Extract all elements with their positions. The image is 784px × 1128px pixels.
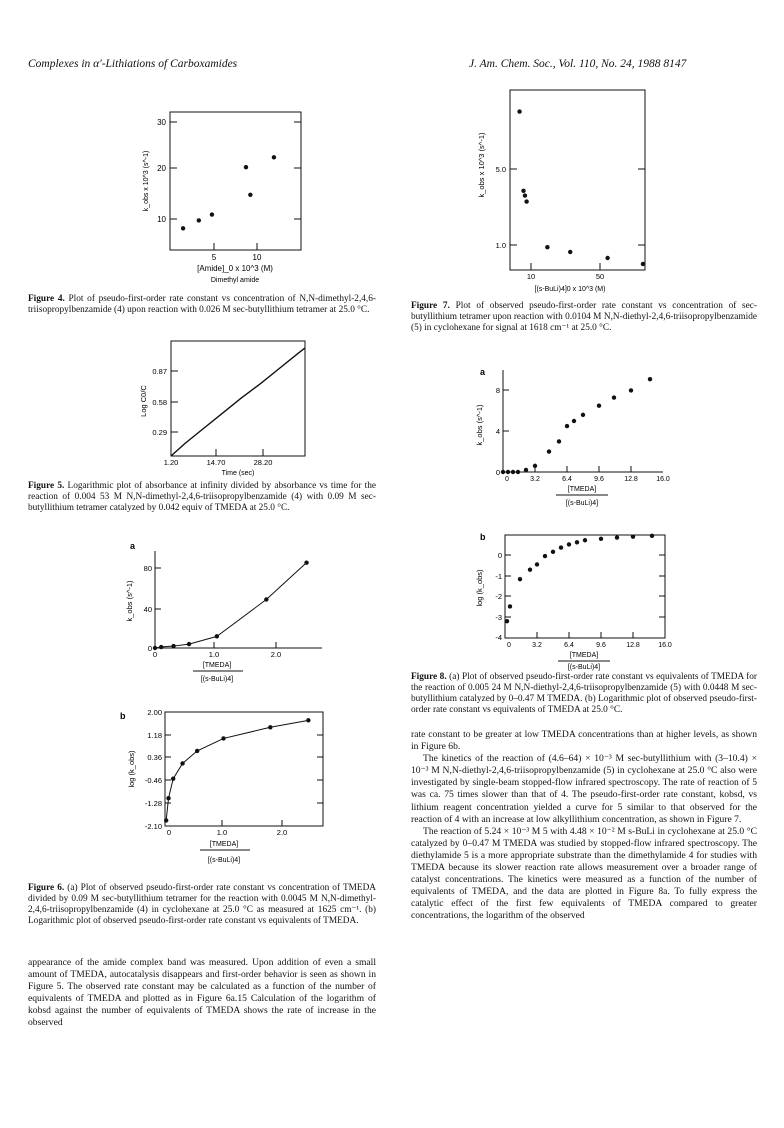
fig6a-xtick: 2.0 <box>270 650 282 659</box>
fig8a-ytick: 4 <box>495 427 500 436</box>
fig6a-data-point <box>215 634 219 638</box>
fig6b-data-point <box>166 796 170 800</box>
figure-6b-xlabel-den-wrap <box>110 851 340 867</box>
fig6b-data-point <box>180 761 184 765</box>
fig8a-xtick: 3.2 <box>530 476 540 483</box>
fig5-caption-text: Logarithmic plot of absorbance at infinity divided by absorbance vs time for the reaction of 0.004 53 M N,N-dimethyl-2,4,6-triisopropylbenzamide (4) with 0.09 M sec-butyllithium tetramer catalyzed by 0.042 equiv of TMEDA at 25.0 °C. <box>28 481 376 513</box>
fig6a-data-point <box>304 560 308 564</box>
fig7-data-point <box>545 245 549 249</box>
fig5-xtick: 14.70 <box>206 458 226 467</box>
body-paragraph: The reaction of 5.24 × 10⁻³ M 5 with 4.48 × 10⁻² M s-BuLi in cyclohexane at 25.0 °C catalyzed by 0–0.47 M TMEDA was studied by stopped-flow infrared spectroscopy. The diethylamide 5 is a more appropriate substrate than the dimethylamide 4 for studies with TMEDA because its slower reaction rate allows measurement over a broader range of catalyst concentrations. The kinetics were measured as a function of the number of equivalents of TMEDA, and the data are plotted in Figure 8a. To fully express the catalytic effect of the first few equivalents of TMEDA compared to greater concentrations, the logarithm of the observed <box>411 825 757 922</box>
fig8a-data-point <box>511 470 515 474</box>
fig6b-data-point <box>268 725 272 729</box>
fig6a-data-point <box>187 642 191 646</box>
fig4-ytick: 20 <box>157 164 166 173</box>
fig6a-data-point <box>171 644 175 648</box>
fig7-data-point <box>517 109 521 113</box>
fig6b-ytick: 1.18 <box>147 731 162 740</box>
fig5-xtick: 1.20 <box>163 458 179 467</box>
fig8b-panel-label: b <box>480 532 486 542</box>
fig8b-data-point <box>559 545 563 549</box>
fig4-data-point <box>248 193 252 197</box>
fig4-xtick: 10 <box>252 253 262 262</box>
fig6a-data-point <box>159 645 163 649</box>
fig5-ytick: 0.58 <box>152 398 167 407</box>
fig6b-data-point <box>221 736 225 740</box>
body-paragraph: rate constant to be greater at low TMEDA concentrations than at higher levels, as shown in Figure 6b. <box>411 729 757 753</box>
fig8a-data-point <box>506 470 510 474</box>
figure-7-caption <box>411 301 757 334</box>
fig4-ytick: 10 <box>157 215 166 224</box>
fig8b-xlabel-den: [(s-BuLi)4] <box>567 664 601 671</box>
fig6b-data-point <box>171 777 175 781</box>
fig6b-ytick: 2.00 <box>147 708 162 717</box>
fig8a-panel-label: a <box>480 367 486 377</box>
fig8a-data-point <box>572 419 576 423</box>
figure-5-caption <box>28 481 376 514</box>
fig6b-data-point <box>306 718 310 722</box>
fig8a-ylabel: k_obs (s^-1) <box>475 404 484 446</box>
fig6a-ytick: 80 <box>143 564 152 573</box>
fig8a-data-point <box>547 449 551 453</box>
fig8a-xtick: 12.8 <box>624 476 638 483</box>
figure-8-caption <box>411 672 757 716</box>
fig8b-ytick: -3 <box>495 613 502 622</box>
fig8b-data-point <box>543 554 547 558</box>
fig5-ytick: 0.87 <box>152 367 167 376</box>
fig6a-panel-label: a <box>130 541 136 551</box>
fig4-data-point <box>181 226 185 230</box>
running-header-right: J. Am. Chem. Soc., Vol. 110, No. 24, 1988 8147 <box>469 58 687 70</box>
fig4-data-point <box>272 155 276 159</box>
fig6a-data-point <box>264 597 268 601</box>
fig8a-xtick: 6.4 <box>562 476 572 483</box>
body-text-right <box>411 729 757 923</box>
fig4-xtick: 5 <box>211 253 217 262</box>
fig8b-xtick: 9.6 <box>596 642 606 649</box>
fig6-caption-text: (a) Plot of observed pseudo-first-order rate constant vs concentration of TMEDA divided by 0.09 M sec-butyllithium tetramer for the reaction with 0.0045 M N,N-dimethyl-2,4,6-triisopropylbenzamide (4) in cyclohexane at 25.0 °C as measured at 1625 cm⁻¹. (b) Logarithmic plot of observed pseudo-first-order rate constant vs equivalents of TMEDA. <box>28 883 376 926</box>
fig4-caption-text: Plot of pseudo-first-order rate constant vs concentration of N,N-dimethyl-2,4,6-triisopropylbenzamide (4) upon reaction with 0.026 M sec-butyllithium tetramer at 25.0 °C. <box>28 294 376 315</box>
fig6a-series-line <box>155 563 307 648</box>
figure-4-caption <box>28 294 376 316</box>
fig8b-data-point <box>583 538 587 542</box>
fig8b-data-point <box>575 540 579 544</box>
fig7-ytick: 1.0 <box>495 241 506 250</box>
fig8b-xtick: 3.2 <box>532 642 542 649</box>
fig8b-data-point <box>505 619 509 623</box>
fig6a-xlabel-num: [TMEDA] <box>202 662 232 669</box>
running-header-left: Complexes in α′-Lithiations of Carboxamides <box>28 58 238 70</box>
fig4-data-point <box>197 218 201 222</box>
fig8b-data-point <box>528 567 532 571</box>
fig8b-data-point <box>650 534 654 538</box>
fig8a-data-point <box>516 470 520 474</box>
fig8-caption-text: (a) Plot of observed pseudo-first-order rate constant vs equivalents of TMEDA for the reaction of 0.005 24 M N,N-diethyl-2,4,6-triisopropylbenzamide (5) with 0.0448 M sec-butyllithium catalyzed by 0–0.47 M TMEDA. (b) Logarithmic plot of observed pseudo-first-order rate constant vs equivalents of TMEDA at 25.0 °C. <box>411 672 757 715</box>
fig7-ytick: 5.0 <box>495 165 506 174</box>
fig5-xtick: 28.20 <box>253 458 273 467</box>
fig6b-panel-label: b <box>120 711 126 721</box>
fig8b-xtick: 6.4 <box>564 642 574 649</box>
fig6b-series-line <box>166 720 308 820</box>
fig8a-xtick: 9.6 <box>594 476 604 483</box>
fig8a-data-point <box>501 470 505 474</box>
fig7-xlabel: [(s-BuLi)4]0 x 10^3 (M) <box>534 286 606 293</box>
fig4-data-point <box>210 212 214 216</box>
fig8b-data-point <box>631 534 635 538</box>
fig8a-data-point <box>533 464 537 468</box>
fig7-xtick: 50 <box>595 272 605 281</box>
fig8a-data-point <box>524 468 528 472</box>
fig5-series-line <box>171 348 305 456</box>
fig5-ytick: 0.29 <box>152 428 167 437</box>
fig7-xtick: 10 <box>526 272 536 281</box>
fig8b-data-point <box>535 562 539 566</box>
fig7-data-point <box>605 256 609 260</box>
fig8b-xtick: 0 <box>507 642 511 649</box>
fig7-data-point <box>641 262 645 266</box>
fig6b-xlabel-den: [(s-BuLi)4] <box>207 857 241 864</box>
fig5-caption-label: Figure 5. <box>28 481 65 491</box>
body-paragraph: The kinetics of the reaction of (4.6–64) × 10⁻³ M sec-butyllithium with (3–10.4) × 10⁻³ M N,N-diethyl-2,4,6-triisopropylbenzamide (5) in cyclohexane at 25.0 °C also were investigated by single-beam stopped-flow infrared spectroscopy. The rate of reaction of 5 was ca. 75 times slower than that of 4. The pseudo-first-order rate constant, kobsd, vs lithium reagent concentration yielded a curve for 5 similar to that observed for the reaction of 4 with an increase at low alkyllithium concentration, as shown in Figure 7. <box>411 753 757 825</box>
fig8b-xtick: 16.0 <box>658 642 672 649</box>
fig8-caption-label: Figure 8. <box>411 672 447 682</box>
fig8b-ytick: -2 <box>495 592 502 601</box>
figure-8b-chart <box>470 530 690 670</box>
fig6b-xtick: 2.0 <box>276 828 288 837</box>
fig8a-xtick: 16.0 <box>656 476 670 483</box>
figure-7-chart <box>470 90 670 305</box>
fig6b-data-point <box>164 818 168 822</box>
fig8a-data-point <box>565 424 569 428</box>
fig8b-xtick: 12.8 <box>626 642 640 649</box>
fig5-xlabel: Time (sec) <box>221 470 255 477</box>
fig8a-xlabel-num: [TMEDA] <box>567 486 597 493</box>
fig4-ytick: 30 <box>157 118 166 127</box>
fig8b-ytick: -1 <box>495 572 502 581</box>
fig8b-ytick: 0 <box>497 551 502 560</box>
fig8b-data-point <box>551 550 555 554</box>
fig7-caption-text: Plot of observed pseudo-first-order rate constant vs concentration of sec-butyllithium tetramer upon reaction with 0.0104 M N,N-diethyl-2,4,6-triisopropylbenzamide (5) in cyclohexane for signal at 1618 cm⁻¹ at 25.0 °C. <box>411 301 758 333</box>
fig6a-xtick: 0 <box>152 650 158 659</box>
fig7-ylabel: k_obs x 10^3 (s^-1) <box>477 132 486 198</box>
fig8b-xlabel-num: [TMEDA] <box>569 652 599 659</box>
fig6b-ytick: -1.28 <box>144 799 162 808</box>
fig8a-data-point <box>581 413 585 417</box>
fig8a-data-point <box>557 439 561 443</box>
fig5-ylabel: Log C0/C <box>139 385 148 417</box>
figure-4-chart <box>130 112 310 287</box>
fig8a-ytick: 8 <box>495 386 500 395</box>
fig7-data-point <box>523 193 527 197</box>
fig4-ylabel: k_obs x 10^3 (s^-1) <box>143 150 150 212</box>
fig8b-data-point <box>518 577 522 581</box>
fig6a-ytick: 0 <box>147 644 152 653</box>
body-text-left <box>28 957 376 1030</box>
fig8b-ytick: -4 <box>495 633 502 642</box>
fig6a-ylabel: k_obs (s^-1) <box>125 580 134 622</box>
fig4-caption-label: Figure 4. <box>28 294 65 304</box>
figure-6b-chart <box>110 707 340 857</box>
fig8b-data-point <box>599 537 603 541</box>
fig8a-ytick: 0 <box>495 468 500 477</box>
figure-6a-chart <box>110 541 340 711</box>
fig6b-xlabel-num: [TMEDA] <box>209 841 239 848</box>
fig6b-xtick: 0 <box>166 828 172 837</box>
fig8a-data-point <box>597 404 601 408</box>
fig7-caption-label: Figure 7. <box>411 301 450 311</box>
fig6b-xtick: 1.0 <box>216 828 228 837</box>
fig6a-xtick: 1.0 <box>208 650 220 659</box>
figure-6-caption <box>28 883 376 927</box>
fig6b-ytick: -2.10 <box>144 822 162 831</box>
fig4-xsub: Dimethyl amide <box>210 277 260 284</box>
body-paragraph: appearance of the amide complex band was measured. Upon addition of even a small amount of TMEDA, autocatalysis disappears and first-order behavior is seen as shown in Figure 5. The observed rate constant may be calculated as a function of the number of equivalents of TMEDA and plotted as in Figure 6a.15 Calculation of the logarithm of kobsd against the number of equivalents of TMEDA shows the rate of increase in the observed <box>28 957 376 1029</box>
fig6b-ytick: -0.46 <box>144 776 162 785</box>
figure-8a-chart <box>470 365 690 525</box>
fig7-data-point <box>524 199 528 203</box>
fig6a-xlabel-den: [(s-BuLi)4] <box>200 676 234 683</box>
fig8b-data-point <box>567 542 571 546</box>
fig6b-ylabel: log (k_obs) <box>127 750 136 788</box>
fig8a-data-point <box>648 377 652 381</box>
fig8a-xtick: 0 <box>505 476 509 483</box>
fig7-data-point <box>521 189 525 193</box>
fig4-data-point <box>244 165 248 169</box>
fig6-caption-label: Figure 6. <box>28 883 65 893</box>
fig8b-data-point <box>508 604 512 608</box>
fig8b-ylabel: log (k_obs) <box>475 569 484 607</box>
fig4-xlabel: [Amide]_0 x 10^3 (M) <box>197 264 273 273</box>
fig8a-data-point <box>612 395 616 399</box>
fig6b-data-point <box>195 749 199 753</box>
fig7-data-point <box>568 250 572 254</box>
figure-5-chart <box>130 341 310 478</box>
fig8b-data-point <box>615 535 619 539</box>
fig6b-ytick: 0.36 <box>147 753 162 762</box>
fig8a-xlabel-den: [(s-BuLi)4] <box>565 500 599 507</box>
fig6a-data-point <box>153 646 157 650</box>
fig8a-data-point <box>629 388 633 392</box>
fig6a-ytick: 40 <box>143 605 152 614</box>
